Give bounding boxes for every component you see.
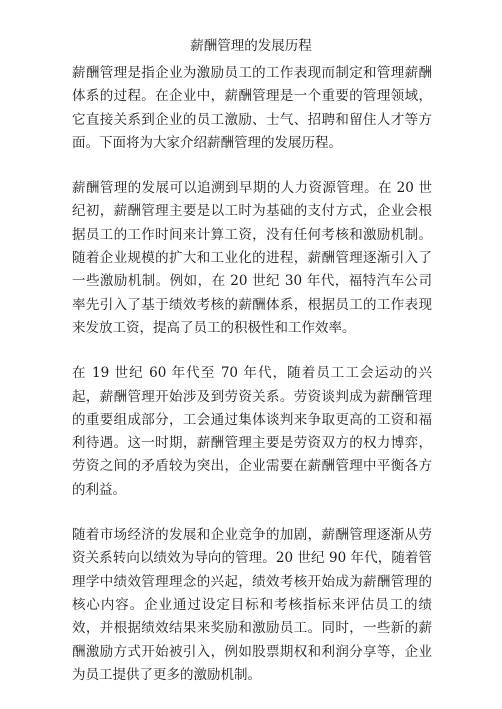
paragraph-labor-relations: 在 19 世纪 60 年代至 70 年代，随着员工工会运动的兴起，薪酬管理开始涉及到劳资关系。劳资谈判成为薪酬管理的重要组成部分，工会通过集体谈判来争取更高的工资和福利待遇。这一时期，薪酬管理主要是劳资双方的权力博弈，劳资之间的矛盾较为突出，企业需要在薪酬管理中平衡各方的利益。 [72,365,432,498]
document-title: 薪酬管理的发展历程 [190,38,312,54]
document-body [72,62,432,709]
paragraph-performance-era: 随着市场经济的发展和企业竞争的加剧，薪酬管理逐渐从劳资关系转向以绩效为导向的管理。20 世纪 90 年代，随着管理学中绩效管理理念的兴起，绩效考核开始成为薪酬管理的核心内容。企业通过设定目标和考核指标来评估员工的绩效，并根据绩效结果来奖励和激励员工。同时，一些新的薪酬激励方式开始被引入，例如股票期权和利润分享等，企业为员工提供了更多的激励机制。 [72,527,432,683]
paragraph-early-history: 薪酬管理的发展可以追溯到早期的人力资源管理。在 20 世纪初，薪酬管理主要是以工时为基础的支付方式，企业会根据员工的工作时间来计算工资，没有任何考核和激励机制。随着企业规模的扩大和工业化的进程，薪酬管理逐渐引入了一些激励机制。例如，在 20 世纪 30 年代，福特汽车公司率先引入了基于绩效考核的薪酬体系，根据员工的工作表现来发放工资，提高了员工的积极性和工作效率。 [72,180,432,336]
paragraph-intro: 薪酬管理是指企业为激励员工的工作表现而制定和管理薪酬体系的过程。在企业中，薪酬管理是一个重要的管理领域，它直接关系到企业的员工激励、士气、招聘和留住人才等方面。下面将为大家介绍薪酬管理的发展历程。 [72,65,432,151]
